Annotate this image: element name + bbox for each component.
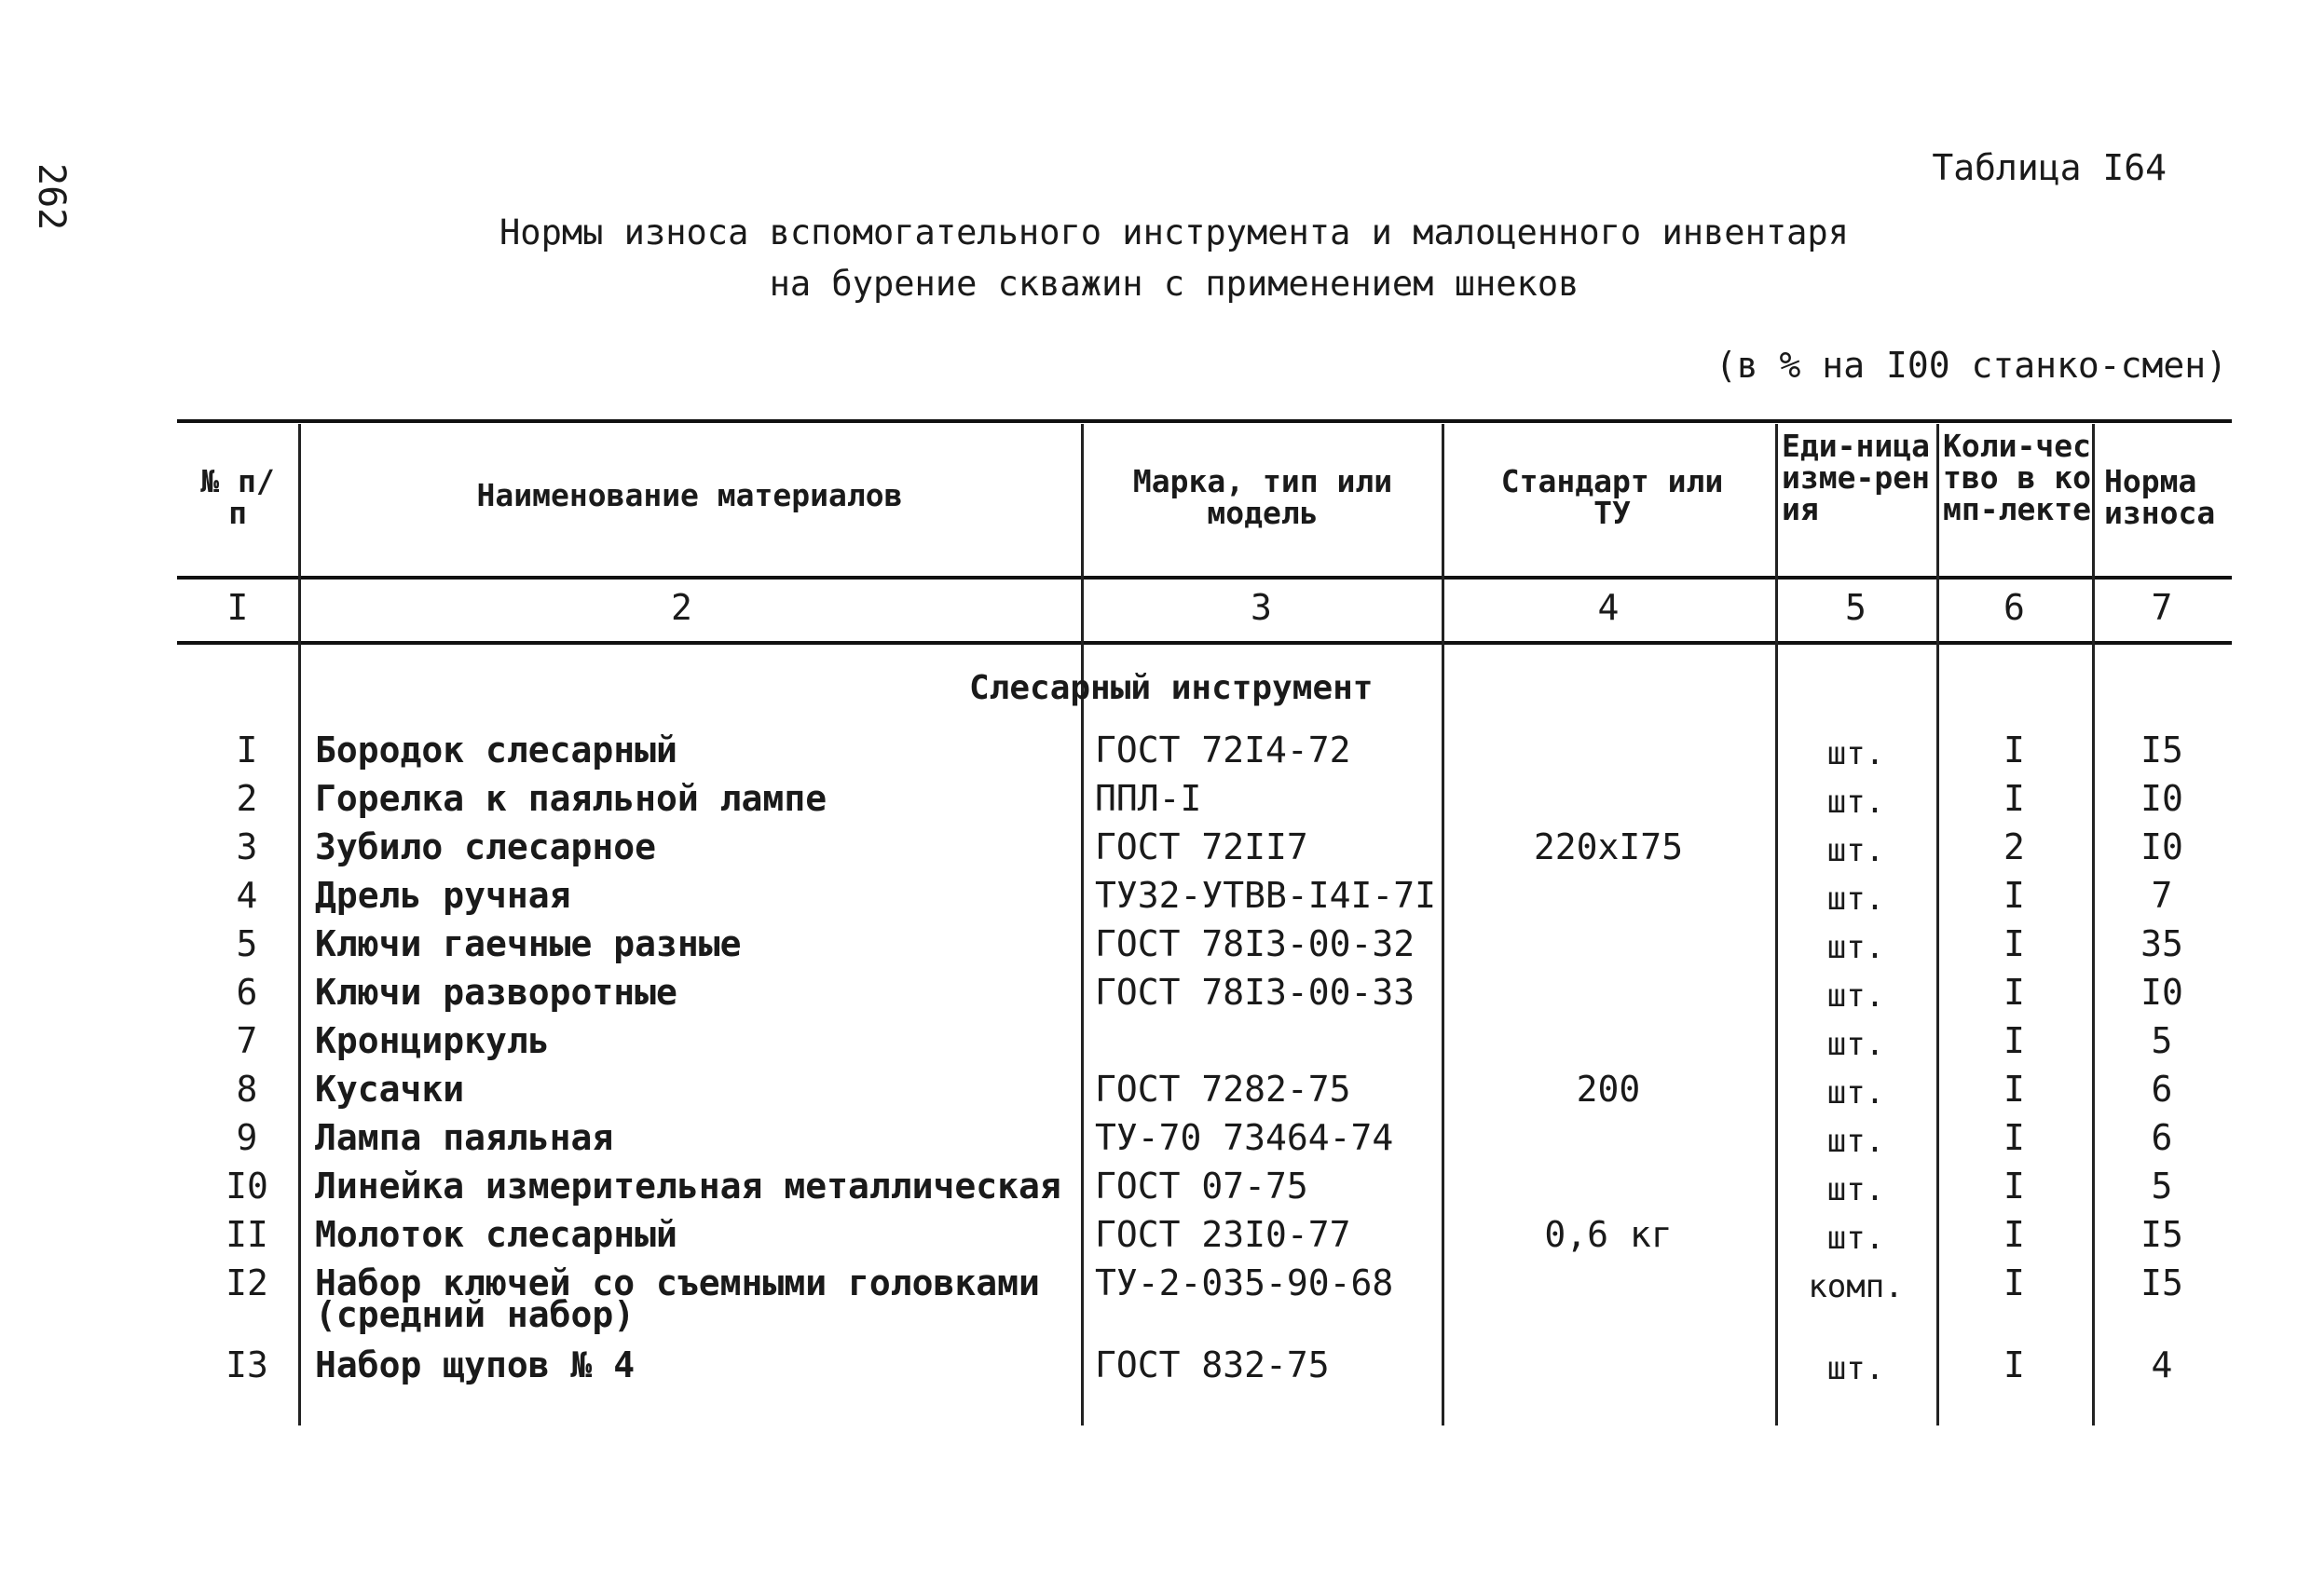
column-divider-3 xyxy=(1442,424,1444,1425)
row-mark: ГОСТ 23I0-77 xyxy=(1095,1214,1351,1255)
row-mark: ГОСТ 78I3-00-32 xyxy=(1095,923,1415,964)
column-number-6: 6 xyxy=(2003,587,2025,628)
header-mark: Марка, тип или модель xyxy=(1132,463,1393,531)
row-mark: ГОСТ 72I4-72 xyxy=(1095,730,1351,771)
row-norm: 4 xyxy=(2151,1344,2173,1385)
row-norm: 6 xyxy=(2151,1117,2173,1158)
row-num: 3 xyxy=(236,826,258,867)
table-label: Таблица I64 xyxy=(1932,147,2167,188)
page-number: 262 xyxy=(30,163,73,231)
row-unit: шт. xyxy=(1826,880,1885,918)
table-top-rule xyxy=(177,419,2232,423)
row-unit: шт. xyxy=(1826,977,1885,1015)
row-num: 4 xyxy=(236,875,258,916)
row-norm: 5 xyxy=(2151,1166,2173,1207)
row-norm: 5 xyxy=(2151,1020,2173,1061)
row-qty: I xyxy=(2003,730,2025,771)
row-num: 5 xyxy=(236,923,258,964)
row-unit: шт. xyxy=(1826,1220,1885,1257)
column-numbers-bottom-rule xyxy=(177,641,2232,645)
column-number-3: 3 xyxy=(1251,587,1272,628)
units-note: (в % на I00 станко-смен) xyxy=(1715,345,2227,386)
row-qty: I xyxy=(2003,778,2025,819)
row-standard: 0,6 кг xyxy=(1544,1214,1673,1255)
row-qty: I xyxy=(2003,923,2025,964)
row-unit: шт. xyxy=(1826,784,1885,821)
row-name: Линейка измерительная металлическая xyxy=(315,1166,1061,1207)
row-name: Кусачки xyxy=(315,1069,465,1110)
header-standard: Стандарт или ТУ xyxy=(1500,463,1724,531)
table-title-line2: на бурение скважин с применением шнеков xyxy=(769,264,1579,304)
row-norm: I5 xyxy=(2140,1214,2183,1255)
row-unit: шт. xyxy=(1826,832,1885,869)
row-qty: I xyxy=(2003,1166,2025,1207)
header-unit: Еди-ница изме-рения xyxy=(1782,428,1930,527)
header-qty: Коли-чество в комп-лекте xyxy=(1943,428,2091,527)
row-num: I3 xyxy=(226,1344,268,1385)
row-num: 2 xyxy=(236,778,258,819)
row-unit: комп. xyxy=(1808,1268,1904,1305)
row-qty: I xyxy=(2003,1069,2025,1110)
row-norm: I5 xyxy=(2140,1262,2183,1303)
row-mark: ГОСТ 07-75 xyxy=(1095,1166,1308,1207)
section-title: Слесарный инструмент xyxy=(969,669,1374,707)
row-qty: I xyxy=(2003,1117,2025,1158)
row-mark: ГОСТ 7282-75 xyxy=(1095,1069,1351,1110)
row-qty: I xyxy=(2003,875,2025,916)
row-mark: ППЛ-I xyxy=(1095,778,1202,819)
row-name: Бородок слесарный xyxy=(315,730,677,771)
row-mark: ГОСТ 832-75 xyxy=(1095,1344,1330,1385)
row-mark: ТУ-2-035-90-68 xyxy=(1095,1262,1394,1303)
row-num: I0 xyxy=(226,1166,268,1207)
row-name: Набор ключей со съемными головками xyxy=(315,1262,1040,1303)
row-norm: 35 xyxy=(2140,923,2183,964)
row-unit: шт. xyxy=(1826,1123,1885,1160)
row-num: 7 xyxy=(236,1020,258,1061)
row-num: I xyxy=(236,730,258,771)
row-qty: I xyxy=(2003,972,2025,1013)
row-unit: шт. xyxy=(1826,1350,1885,1387)
row-unit: шт. xyxy=(1826,1171,1885,1208)
row-num: 9 xyxy=(236,1117,258,1158)
row-name: Молоток слесарный xyxy=(315,1214,677,1255)
row-unit: шт. xyxy=(1826,735,1885,772)
row-num: I2 xyxy=(226,1262,268,1303)
column-number-7: 7 xyxy=(2151,587,2173,628)
header-norm: Норма износа xyxy=(2104,463,2216,531)
row-unit: шт. xyxy=(1826,929,1885,966)
row-mark: ТУ-70 73464-74 xyxy=(1095,1117,1394,1158)
column-number-5: 5 xyxy=(1845,587,1867,628)
table-title-line1: Нормы износа вспомогательного инструмента и малоценного инвентаря xyxy=(499,212,1849,252)
row-norm: 7 xyxy=(2151,875,2173,916)
row-name: Набор щупов № 4 xyxy=(315,1344,636,1385)
row-qty: I xyxy=(2003,1020,2025,1061)
row-name: Кронциркуль xyxy=(315,1020,550,1061)
column-number-4: 4 xyxy=(1597,587,1620,628)
row-unit: шт. xyxy=(1826,1026,1885,1063)
row-num: 8 xyxy=(236,1069,258,1110)
row-name: Дрель ручная xyxy=(315,875,571,916)
row-name: Ключи разворотные xyxy=(315,972,677,1013)
row-norm: I0 xyxy=(2140,972,2183,1013)
row-num: II xyxy=(226,1214,268,1255)
header-name: Наименование материалов xyxy=(476,477,903,513)
column-divider-2 xyxy=(1081,424,1084,1425)
header-num: № п/п xyxy=(200,463,275,531)
row-num: 6 xyxy=(236,972,258,1013)
row-name-continuation: (средний набор) xyxy=(315,1294,636,1335)
row-qty: I xyxy=(2003,1214,2025,1255)
row-standard: 220хI75 xyxy=(1533,826,1684,867)
row-norm: 6 xyxy=(2151,1069,2173,1110)
row-name: Зубило слесарное xyxy=(315,826,657,867)
row-unit: шт. xyxy=(1826,1074,1885,1112)
column-number-2: 2 xyxy=(671,587,692,628)
row-mark: ГОСТ 78I3-00-33 xyxy=(1095,972,1415,1013)
row-norm: I0 xyxy=(2140,778,2183,819)
row-mark: ТУ32-УТВВ-I4I-7I xyxy=(1095,875,1437,916)
row-qty: 2 xyxy=(2003,826,2025,867)
row-norm: I0 xyxy=(2140,826,2183,867)
row-standard: 200 xyxy=(1576,1069,1641,1110)
column-number-1: I xyxy=(226,587,249,628)
row-name: Лампа паяльная xyxy=(315,1117,614,1158)
row-name: Горелка к паяльной лампе xyxy=(315,778,827,819)
row-qty: I xyxy=(2003,1262,2025,1303)
row-qty: I xyxy=(2003,1344,2025,1385)
row-name: Ключи гаечные разные xyxy=(315,923,742,964)
row-mark: ГОСТ 72II7 xyxy=(1095,826,1308,867)
row-norm: I5 xyxy=(2140,730,2183,771)
header-bottom-rule xyxy=(177,576,2232,580)
